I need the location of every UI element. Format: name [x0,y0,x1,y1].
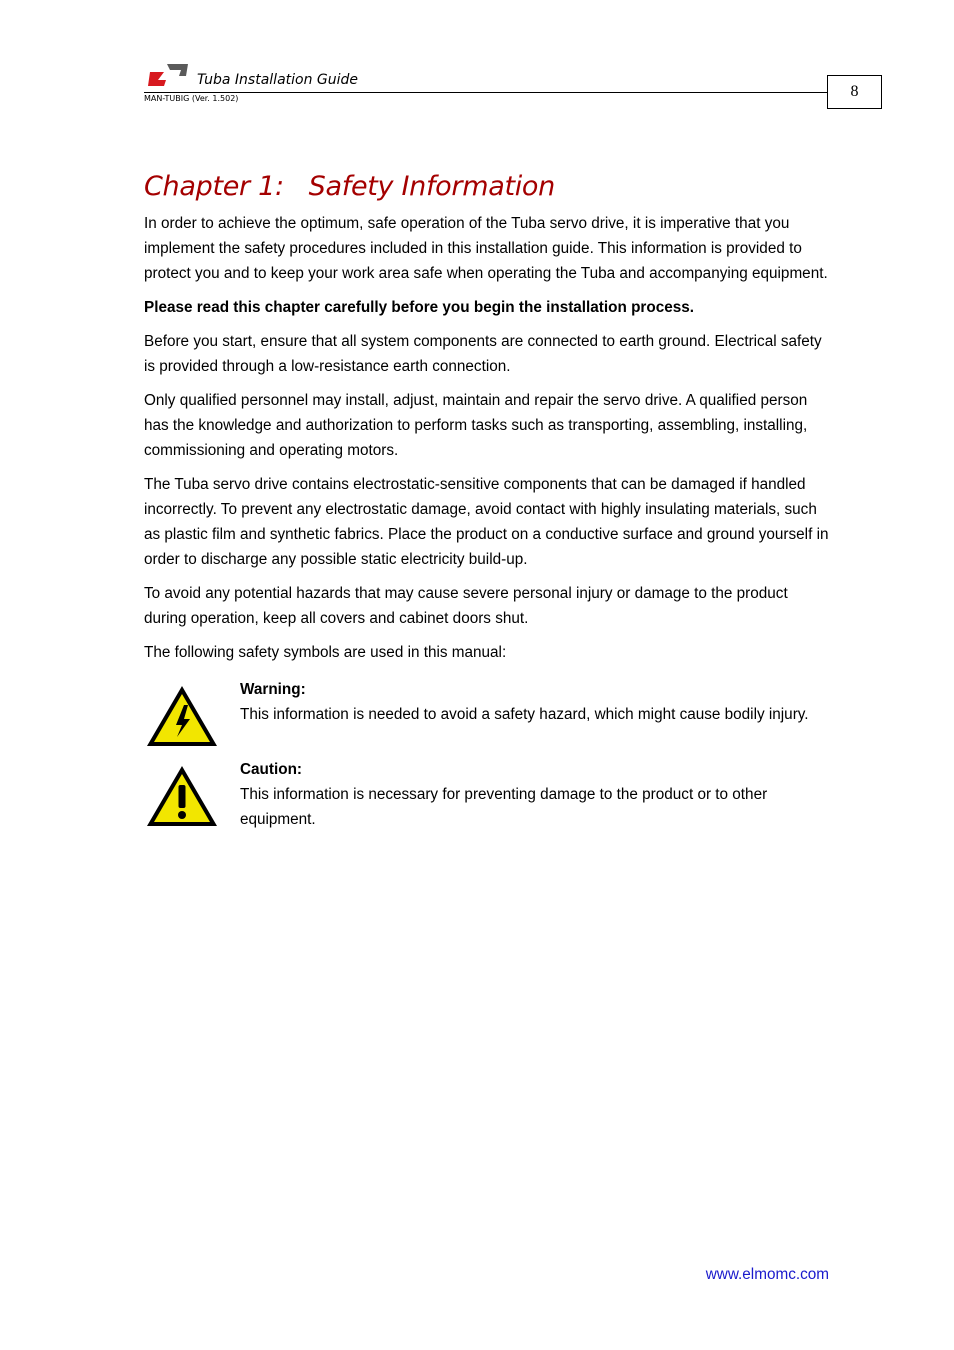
elmo-logo-icon [148,58,190,88]
chapter-title: Chapter 1: Safety Information [144,171,555,202]
document-title: Tuba Installation Guide [197,72,359,88]
footer-website-link[interactable]: www.elmomc.com [705,1266,829,1283]
electrostatic-paragraph: The Tuba servo drive contains electrostatic-sensitive components that can be damaged if handled incorrectly. To prevent any electrostatic damage, avoid contact with highly insulating materials, such as plastic film and synthetic fabrics. Place the product on a conductive surface and ground yourself in order to discharge any possible static electricity build-up. [144,476,829,568]
caution-description [240,757,834,832]
intro-paragraph: In order to achieve the optimum, safe operation of the Tuba servo drive, it is imperative that you implement the safety procedures included in this installation guide. This information is provided to protect you and to keep your work area safe when operating the Tuba and accompanying equipment. [144,215,828,282]
symbols-intro-paragraph: The following safety symbols are used in this manual: [144,644,507,661]
warning-description [240,677,834,727]
page-number: 8 [827,75,882,109]
header-divider [144,92,827,93]
caution-symbol-row [144,757,834,832]
earth-ground-paragraph: Before you start, ensure that all system components are connected to earth ground. Electrical safety is provided through a low-resistance earth connection. [144,333,822,375]
warning-heading: Warning: [240,681,306,698]
warning-text: This information is needed to avoid a safety hazard, which might cause bodily injury. [240,706,809,723]
caution-heading: Caution: [240,761,303,778]
warning-symbol-row [144,677,834,749]
read-chapter-notice: Please read this chapter carefully before you begin the installation process. [144,299,695,316]
electrical-hazard-warning-icon [144,683,220,749]
qualified-personnel-paragraph: Only qualified personnel may install, adjust, maintain and repair the servo drive. A qualified person has the knowledge and authorization to perform tasks such as transporting, assembling, installing, commissioning and operating motors. [144,392,808,459]
caution-exclamation-icon [144,763,220,829]
caution-text: This information is necessary for preventing damage to the product or to other equipment. [240,786,768,828]
document-version: MAN-TUBIG (Ver. 1.502) [144,94,239,103]
main-content [144,211,834,832]
hazards-paragraph: To avoid any potential hazards that may cause severe personal injury or damage to the product during operation, keep all covers and cabinet doors shut. [144,585,788,627]
